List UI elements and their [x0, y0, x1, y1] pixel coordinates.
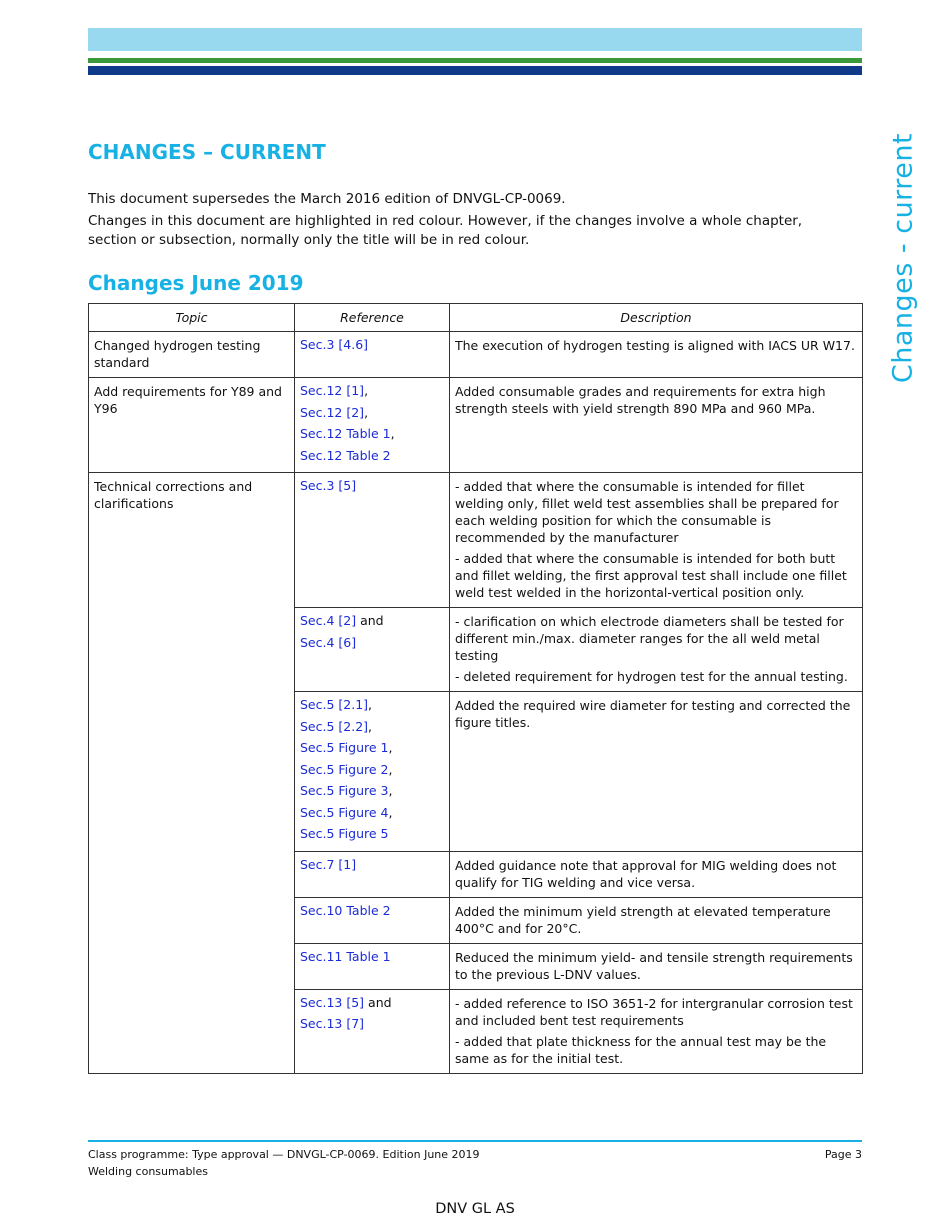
description-paragraph: - clarification on which electrode diameters shall be tested for different min./max. diameter ranges for the all weld metal testing — [455, 614, 844, 663]
topic-cell — [89, 692, 295, 852]
footer-document-name: Welding consumables — [88, 1165, 208, 1178]
footer-programme-line: Class programme: Type approval — DNVGL-CP-0069. Edition June 2019 — [88, 1148, 480, 1161]
topic-cell — [89, 378, 295, 473]
reference-line — [300, 632, 444, 654]
reference-link[interactable]: Sec.5 Figure 1 — [300, 740, 389, 755]
description-paragraph: - deleted requirement for hydrogen test for the annual testing. — [455, 669, 848, 684]
reference-suffix: , — [388, 783, 393, 798]
topic-cell — [89, 943, 295, 989]
reference-link[interactable]: Sec.11 Table 1 — [300, 948, 391, 964]
table-row — [89, 473, 863, 608]
reference-line — [300, 475, 444, 497]
table-row — [89, 989, 863, 1073]
topic-cell — [89, 989, 295, 1073]
footer-page-number: Page 3 — [824, 1148, 862, 1161]
reference-link[interactable]: Sec.5 Figure 2 — [300, 761, 389, 777]
reference-link[interactable]: Sec.5 Figure 4 — [300, 804, 389, 820]
table-row — [89, 851, 863, 897]
reference-line — [300, 802, 444, 824]
reference-line — [300, 759, 444, 781]
reference-line — [300, 694, 444, 716]
reference-cell — [295, 989, 450, 1073]
description-paragraph: Added consumable grades and requirements for extra high strength steels with yield strength 890 MPa and 960 MPa. — [455, 384, 826, 416]
section-heading: Changes June 2019 — [88, 271, 304, 295]
description-cell — [450, 332, 863, 378]
reference-suffix: , — [368, 697, 373, 712]
description-cell — [450, 943, 863, 989]
footer-document-info — [88, 1146, 480, 1180]
reference-suffix: , — [390, 426, 395, 441]
reference-suffix: , — [368, 718, 373, 734]
reference-link[interactable]: Sec.5 Figure 3 — [300, 783, 389, 798]
reference-line — [300, 823, 444, 845]
reference-link[interactable]: Sec.4 [2] — [300, 613, 357, 628]
reference-line — [300, 402, 444, 424]
topic-text: Technical corrections and clarifications — [94, 479, 253, 511]
topic-cell — [89, 608, 295, 692]
table-body — [89, 332, 863, 1074]
reference-suffix: and — [364, 994, 392, 1010]
reference-link[interactable]: Sec.7 [1] — [300, 856, 357, 872]
reference-link[interactable]: Sec.10 Table 2 — [300, 902, 391, 918]
table-row — [89, 692, 863, 852]
reference-link[interactable]: Sec.4 [6] — [300, 634, 357, 650]
description-paragraph: Added the required wire diameter for testing and corrected the figure titles. — [455, 698, 851, 730]
reference-line — [300, 780, 444, 802]
reference-link[interactable]: Sec.12 Table 2 — [300, 447, 391, 463]
company-name: DNV GL AS — [435, 1201, 515, 1217]
header-light-bar — [88, 28, 862, 51]
side-label: Changes - current — [887, 132, 919, 384]
reference-line — [300, 737, 444, 759]
reference-link[interactable]: Sec.3 [4.6] — [300, 337, 369, 352]
reference-line — [300, 380, 444, 402]
reference-link[interactable]: Sec.12 [1] — [300, 383, 365, 398]
description-paragraph: - added that where the consumable is intended for both butt and fillet welding, the first approval test shall include one fillet weld test welded in the horizontal-vertical position only. — [455, 551, 847, 600]
reference-cell — [295, 332, 450, 378]
reference-line — [300, 610, 444, 632]
topic-text: Add requirements for Y89 and Y96 — [94, 384, 282, 416]
description-cell — [450, 897, 863, 943]
header-description: Description — [450, 304, 863, 332]
topic-cell — [89, 473, 295, 608]
reference-line — [300, 992, 444, 1014]
description-paragraph: The execution of hydrogen testing is aligned with IACS UR W17. — [455, 338, 855, 353]
reference-cell — [295, 473, 450, 608]
footer-rule — [88, 1140, 862, 1142]
reference-line — [300, 716, 444, 738]
reference-link[interactable]: Sec.13 [5] — [300, 994, 365, 1010]
reference-line — [300, 946, 444, 968]
reference-suffix: , — [388, 761, 393, 777]
description-cell — [450, 851, 863, 897]
header-navy-bar — [88, 66, 862, 75]
reference-cell — [295, 692, 450, 852]
reference-suffix: , — [388, 740, 393, 755]
description-paragraph: Added the minimum yield strength at elevated temperature 400°C and for 20°C. — [455, 903, 831, 936]
description-paragraph: Reduced the minimum yield- and tensile strength requirements to the previous L-DNV values. — [455, 949, 853, 982]
reference-line — [300, 423, 444, 445]
description-paragraph: - added that plate thickness for the annual test may be the same as for the initial test. — [455, 1033, 827, 1066]
table-row — [89, 943, 863, 989]
table-row — [89, 897, 863, 943]
reference-link[interactable]: Sec.13 [7] — [300, 1016, 365, 1031]
table-header-row — [89, 304, 863, 332]
table-row — [89, 378, 863, 473]
description-cell — [450, 378, 863, 473]
changes-table — [88, 303, 863, 1074]
reference-link[interactable]: Sec.5 Figure 5 — [300, 826, 389, 841]
topic-text: Changed hydrogen testing standard — [94, 338, 261, 370]
topic-cell — [89, 851, 295, 897]
header-green-bar — [88, 58, 862, 63]
reference-line — [300, 334, 444, 356]
description-paragraph: - added that where the consumable is intended for fillet welding only, fillet weld test assemblies shall be prepared for each welding position for which the consumable is recommended by the manufacturer — [455, 479, 839, 545]
header-topic: Topic — [89, 304, 295, 332]
description-cell — [450, 608, 863, 692]
reference-line — [300, 1013, 444, 1035]
reference-cell — [295, 851, 450, 897]
description-cell — [450, 473, 863, 608]
reference-link[interactable]: Sec.5 [2.1] — [300, 697, 369, 712]
table-row — [89, 608, 863, 692]
description-paragraph: - added reference to ISO 3651-2 for intergranular corrosion test and included bent test requirements — [455, 995, 853, 1028]
reference-line — [300, 900, 444, 922]
reference-cell — [295, 378, 450, 473]
topic-cell — [89, 897, 295, 943]
table-row — [89, 332, 863, 378]
reference-cell — [295, 943, 450, 989]
reference-line — [300, 854, 444, 876]
description-cell — [450, 692, 863, 852]
reference-suffix: and — [356, 613, 384, 628]
reference-suffix: , — [388, 804, 393, 820]
reference-suffix: , — [364, 383, 369, 398]
reference-cell — [295, 897, 450, 943]
topic-cell — [89, 332, 295, 378]
reference-link[interactable]: Sec.5 [2.2] — [300, 718, 369, 734]
reference-suffix: , — [364, 404, 369, 420]
header-reference: Reference — [295, 304, 450, 332]
intro-paragraph-highlight-note: Changes in this document are highlighted in red colour. However, if the changes involve a whole chapter, section or subsection, normally only the title will be in red colour. — [88, 213, 803, 248]
description-cell — [450, 989, 863, 1073]
page-title: CHANGES – CURRENT — [88, 140, 326, 164]
intro-paragraph-supersedes: This document supersedes the March 2016 edition of DNVGL-CP-0069. — [88, 191, 566, 207]
reference-line — [300, 445, 444, 467]
reference-cell — [295, 608, 450, 692]
reference-link[interactable]: Sec.12 Table 1 — [300, 426, 391, 441]
description-paragraph: Added guidance note that approval for MIG welding does not qualify for TIG welding and vice versa. — [455, 857, 837, 890]
reference-link[interactable]: Sec.3 [5] — [300, 478, 357, 493]
reference-link[interactable]: Sec.12 [2] — [300, 404, 365, 420]
